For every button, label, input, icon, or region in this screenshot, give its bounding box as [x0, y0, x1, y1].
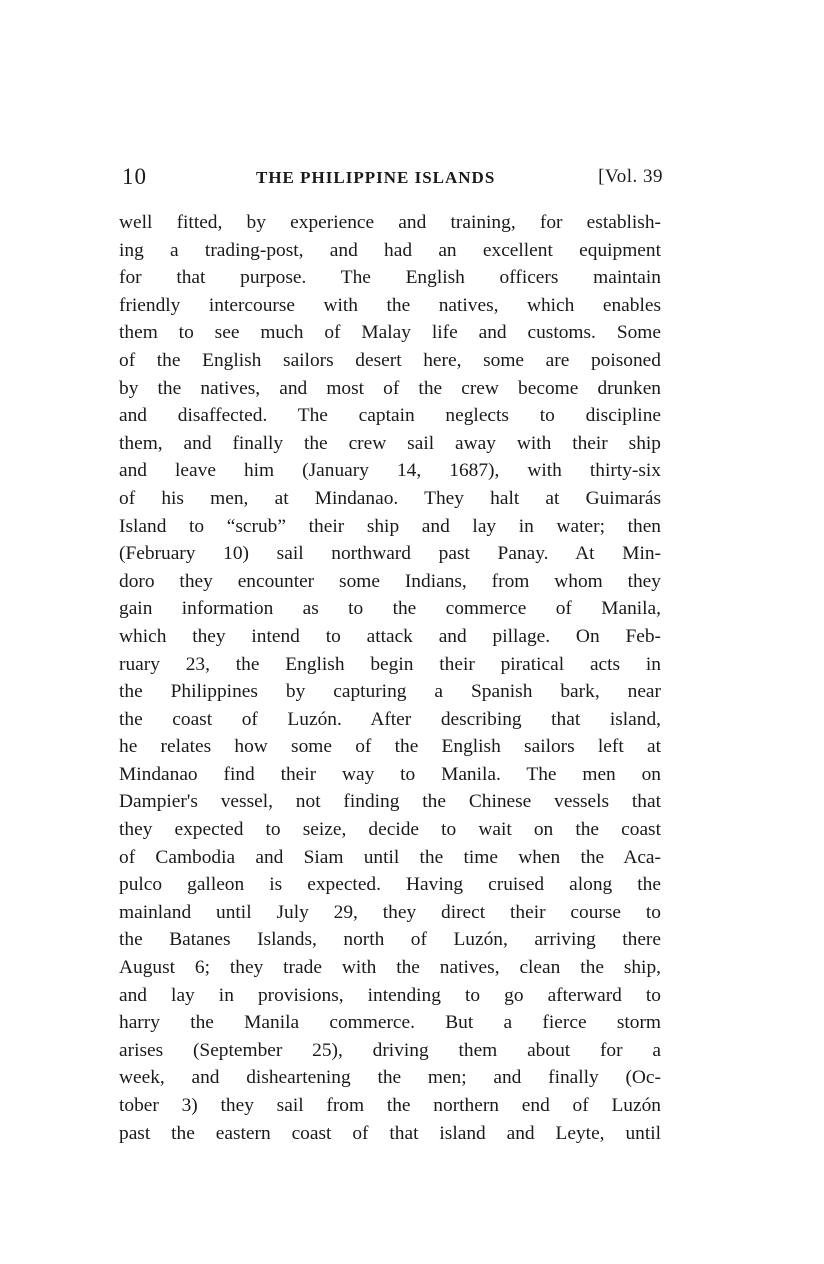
text-line: of the English sailors desert here, some are poisoned — [119, 349, 661, 371]
text-line: by the natives, and most of the crew become drunken — [119, 377, 661, 399]
text-line: the Philippines by capturing a Spanish bark, near — [119, 681, 661, 703]
text-line: tober 3) they sail from the northern end of Luzón — [119, 1095, 661, 1116]
volume-label: [Vol. 39 — [598, 166, 663, 187]
running-title: THE PHILIPPINE ISLANDS — [256, 168, 496, 187]
text-line: mainland until July 29, they direct their course to — [119, 901, 661, 923]
text-line: the coast of Luzón. After describing that island, — [119, 708, 661, 730]
text-line: them, and finally the crew sail away with their ship — [119, 432, 661, 454]
text-line: the Batanes Islands, north of Luzón, arriving there — [119, 929, 661, 951]
text-line: Island to “scrub” their ship and lay in water; then — [119, 515, 661, 537]
text-line: Mindanao find their way to Manila. The men on — [119, 763, 661, 785]
text-line: and lay in provisions, intending to go afterward to — [119, 984, 661, 1006]
text-line: pulco galleon is expected. Having cruised along the — [119, 874, 661, 896]
text-line: and disaffected. The captain neglects to discipline — [119, 405, 661, 427]
text-line: August 6; they trade with the natives, clean the ship, — [119, 957, 661, 979]
text-line: gain information as to the commerce of Manila, — [119, 598, 661, 620]
text-line: ruary 23, the English begin their piratical acts in — [119, 653, 661, 675]
page-number: 10 — [122, 164, 147, 189]
text-line: well fitted, by experience and training, for establish- — [119, 212, 661, 233]
text-line: they expected to seize, decide to wait on the coast — [119, 819, 661, 841]
text-line: doro they encounter some Indians, from whom they — [119, 570, 661, 592]
text-line: which they intend to attack and pillage. On Feb- — [119, 625, 661, 647]
text-line: he relates how some of the English sailors left at — [119, 736, 661, 758]
text-line: them to see much of Malay life and customs. Some — [119, 322, 661, 344]
text-line: of Cambodia and Siam until the time when the Aca- — [119, 846, 661, 868]
text-line: for that purpose. The English officers maintain — [119, 267, 661, 289]
text-line: week, and disheartening the men; and finally (Oc- — [119, 1067, 661, 1089]
text-line: and leave him (January 14, 1687), with thirty-six — [119, 460, 661, 482]
text-line: ing a trading-post, and had an excellent equipment — [119, 239, 661, 261]
text-line: arises (September 25), driving them about for a — [119, 1039, 661, 1061]
text-line: (February 10) sail northward past Panay. At Min- — [119, 543, 661, 565]
text-line: friendly intercourse with the natives, which enables — [119, 294, 661, 316]
text-line: of his men, at Mindanao. They halt at Guimarás — [119, 487, 661, 509]
page-header — [118, 164, 663, 194]
text-line: past the eastern coast of that island and Leyte, until — [119, 1122, 661, 1144]
body-text — [119, 209, 661, 1147]
text-line: Dampier's vessel, not finding the Chinese vessels that — [119, 791, 661, 813]
text-line: harry the Manila commerce. But a fierce storm — [119, 1012, 661, 1034]
